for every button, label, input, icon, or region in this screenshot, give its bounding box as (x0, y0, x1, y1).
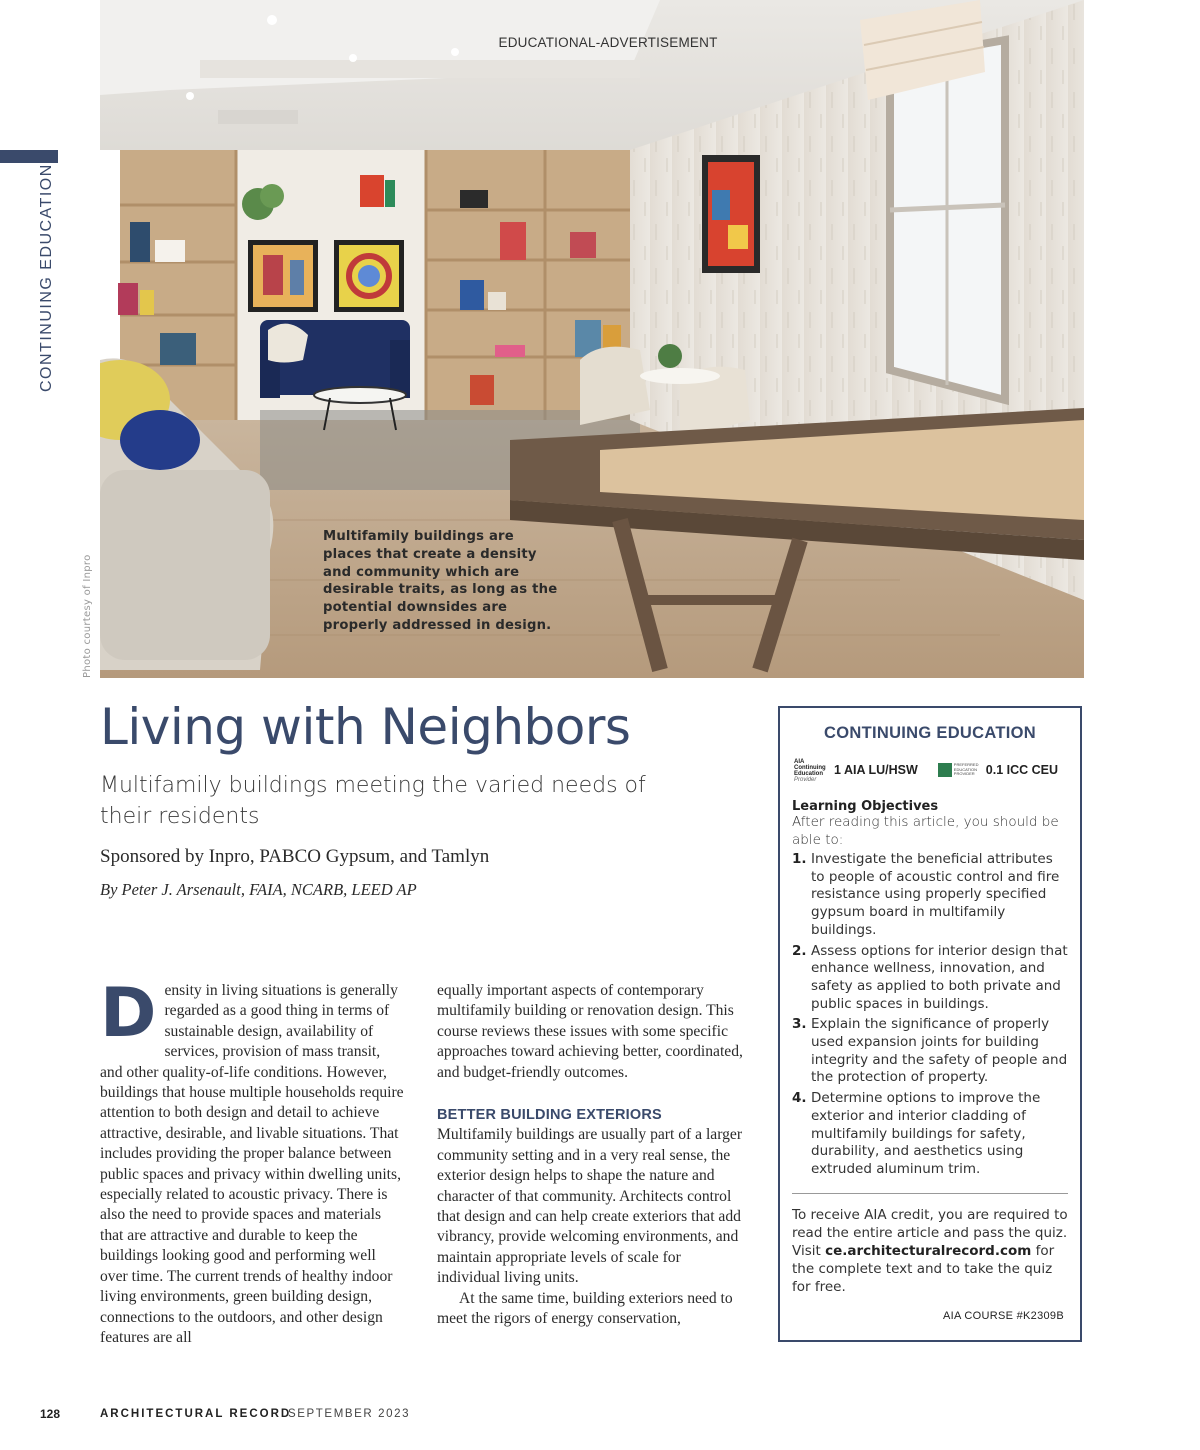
drop-cap: D (100, 974, 157, 1053)
body-paragraph-1: ensity in living situations is generally regarded as a good thing in terms of sustainable design, availability of services, provision of mass transit, and other quality-of-life conditions. However, buildings that house multiple households require attention to both design and detail to achieve attractive, desirable, and livable situations. That includes providing the proper balance between public spaces and privacy within dwelling units, especially related to acoustic privacy. There is also the need to provide spaces and materials that are attractive and durable to keep the buildings looking good and performing well over time. The current trends of healthy indoor living environments, green building design, connections to the outdoors, and other design features are all (100, 982, 404, 1346)
byline: By Peter J. Arsenault, FAIA, NCARB, LEED AP (100, 880, 417, 899)
side-tab-label: CONTINUING EDUCATION (38, 163, 55, 392)
section-paragraph-1: Multifamily buildings are usually part of a larger community setting and in a very real sense, the exterior design helps to shape the nature and character of that community. Architects control that design and can help create exteriors that add vibrancy, provide welcoming environments, and maintain appropriate levels of scale for individual living units. (437, 1126, 743, 1287)
ce-box-title: CONTINUING EDUCATION (824, 724, 1036, 742)
objective-item: 2. Assess options for interior design that enhance wellness, innovation, and safety as applied to both private and public spaces in buildings. (792, 942, 1068, 1012)
article-subtitle: Multifamily buildings meeting the varied needs of their residents (100, 773, 646, 829)
article-title: Living with Neighbors (100, 698, 631, 756)
page-number: 128 (40, 1407, 61, 1421)
aia-credit: 1 AIA LU/HSW (834, 763, 918, 777)
publication-name: ARCHITECTURAL RECORD (100, 1408, 292, 1420)
objective-item: 4. Determine options to improve the exterior and interior cladding of multifamily buildings for safety, durability, and aesthetics using extruded aluminum trim. (792, 1090, 1041, 1177)
course-number: AIA COURSE #K2309B (943, 1309, 1064, 1322)
body-column-2 (437, 981, 745, 1330)
aia-provider-logo: AIA Continuing Education Provider (794, 759, 826, 783)
objective-item: 3. Explain the significance of properly used expansion joints for building integrity and the safety of people and the protection of property. (792, 1016, 1068, 1086)
edu-ad-banner: EDUCATIONAL-ADVERTISEMENT (498, 35, 718, 50)
body-paragraph-2: equally important aspects of contemporary multifamily building or renovation design. This course reviews these issues with some specific approaches toward achieving better, coordinated, and budget-friendly outcomes. (437, 982, 743, 1081)
hero-photo (100, 0, 1084, 678)
sponsor-line: Sponsored by Inpro, PABCO Gypsum, and Tamlyn (100, 846, 490, 867)
objectives-intro: After reading this article, you should be able to: (792, 814, 1059, 848)
ce-box (778, 706, 1082, 1342)
photo-caption: Multifamily buildings are places that create a density and community which are desirable traits, as long as the potential downsides are properly addressed in design. (323, 529, 558, 633)
section-paragraph-2: At the same time, building exteriors need to meet the rigors of energy conservation, (437, 1289, 733, 1328)
issue-date: SEPTEMBER 2023 (288, 1408, 411, 1420)
objectives-list (792, 851, 1068, 1179)
icc-credit: 0.1 ICC CEU (985, 763, 1059, 777)
objectives-heading: Learning Objectives (792, 799, 939, 814)
ce-website-link[interactable]: ce.architecturalrecord.com (825, 1242, 1032, 1259)
ce-credit-note: To receive AIA credit, you are required to read the entire article and pass the quiz. Visit ce.architecturalrecord.com for the complete text and to take the quiz for free. (792, 1206, 1068, 1295)
icc-provider-logo: PREFERRED EDUCATION PROVIDER (938, 762, 980, 778)
body-column-1 (100, 974, 405, 1348)
section-heading: BETTER BUILDING EXTERIORS (437, 1107, 662, 1124)
photo-credit: Photo courtesy of Inpro (82, 554, 93, 678)
ce-credits-row (792, 759, 1068, 781)
objective-item: 1. Investigate the beneficial attributes to people of acoustic control and fire resistance using properly specified gypsum board in multifamily buildings. (792, 851, 1060, 938)
ce-divider (792, 1193, 1068, 1194)
